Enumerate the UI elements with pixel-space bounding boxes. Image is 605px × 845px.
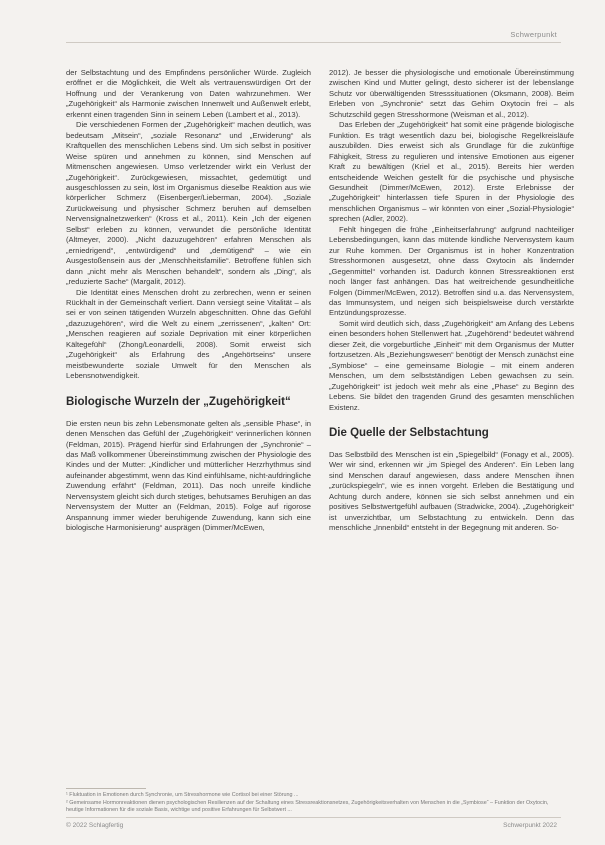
left-paragraph-3: Die Identität eines Menschen droht zu zerbrechen, wenn er seinen Rückhalt in der Gemeinschaft verliert. Dann versiegt seine Vitalität – als sei er von seinen tätigenden Wurzeln abgeschnitten. Ohne das Gefühl „dazuzugehören“, wird die Welt zu einem „zerrissenen“, „kalten“ Ort: „Menschen reagieren auf soziale Deprivation mit einer körperlichen Kältegefühl“ (Zhong/Leonardelli, 2008). Somit erweist sich „Zugehörigkeit“ als Erfahrung des „Angehörtseins“ unsere meistbewunderte soziale Umwelt für den Menschen als Lebensnotwendigkeit. [66,287,311,381]
left-paragraph-1: der Selbstachtung und des Empfindens persönlicher Würde. Zugleich eröffnet er die Möglichkeit, die Welt als vertrauenswürdigen Ort der Hoffnung und der Verankerung von Daten wahrzunehmen. Wer „Zugehörigkeit“ als Harmonie zwischen Innenwelt und Außenwelt erlebt, erkennt einen tragenden Sinn in seinem Leben (Lambert et al., 2013). [66,68,311,119]
right-paragraph-2: Das Erleben der „Zugehörigkeit“ hat somit eine prägende biologische Funktion. Es trägt wesentlich dazu bei, biologische Regelkreisläufe auszubilden. Dies erweist sich als Grundlage für die zukünftige Fähigkeit, Stress zu regulieren und intensive Emotionen aus eigener Kraft zu bewältigen (Kriel et al., 2015). Bereits hier werden entscheidende Weichen gestellt für die psychische und physische Gesundheit (Dimmer/McEwen, 2012). Erste Erlebnisse der „Zugehörigkeit“ hinterlassen tiefe Spuren in der Physiologie des menschlichen Organismus – wir könnten von einer „Sozial-Physiologie“ sprechen (Adler, 2002). [329,120,574,224]
left-paragraph-4: Die ersten neun bis zehn Lebensmonate gelten als „sensible Phase“, in denen Menschen das Gefühl der „Zugehörigkeit“ verinnerlichen können (Feldman, 2015). Prägend hierfür sind Erfahrungen der „Synchronie“ – das Maß vollkommener Übereinstimmung zwischen der Physiologie des Kindes und der Mutter: „Kindlicher und mütterlicher Herzrhythmus sind aufeinander abgestimmt, wenn das Kind einfühlsame, nicht-aufdringliche Zuwendung erfährt“ (Feldman, 2011). Das noch unreife kindliche Nervensystem gleicht sich durch stetiges, behutsames Beruhigen an das Nervensystem der Mutter an (Feldman, 2015). Folge auf rigorose Anspannung immer wieder beruhigende Zuwendung, kann sich eine biologische Harmonisierung“ ausprägen (Dimmer/McEwen, [66,418,311,533]
left-paragraph-2: Die verschiedenen Formen der „Zugehörigkeit“ machen deutlich, was bedeutsam „Mitsein“, „soziale Resonanz“ und „Erwiderung“ als Kraftquellen des menschlichen Lebens sind. Um sich selbst in positiver Weise spüren und annehmen zu können, sind Menschen auf Mitmenschen angewiesen. Umso verletzender wirkt ein Verlust der „Zugehörigkeit“. Zurückgewiesen, missachtet, gedemütigt und ausgeschlossen zu sein, löst im Organismus dieselbe Reaktion aus wie körperlicher Schmerz (Eisenberger/Lieberman, 2004). „Soziale Zurückweisung und physischer Schmerz beruhen auf demselben Nervensignalnetzwerken“ (Kross et al., 2011). Kein „Ich der eigenen Selbst“ erleben zu können, verwundet die persönliche Identität (Altmeyer, 2000). „Nicht dazuzugehören“ erfahren Menschen als „erniedrigend“, „entwürdigend“ und „demütigend“ – wie ein Ausgestoßensein aus der „Menschheitsfamilie“. Betroffene fühlen sich dann „nicht mehr als Menschen behandelt“, sondern als „Ding“, als „reduzierte Sache“ (Margalit, 2012). [66,120,311,287]
right-paragraph-1: 2012). Je besser die physiologische und emotionale Übereinstimmung zwischen Kind und Mutter gelingt, desto sicherer ist der lebenslange Schutz vor überwältigenden Stresssituationen (Oksmann, 2008). Beim Erleben von „Synchronie“ setzt das Gehirn Oxytocin frei – als Schutzschild gegen Stresshormone (Weisman et al., 2012). [329,68,574,119]
header-rule [66,42,561,43]
right-column [329,68,574,534]
right-paragraph-3: Fehlt hingegen die frühe „Einheitserfahrung“ aufgrund nachteiliger Lebensbedingungen, kann das mütende kindliche Nervensystem kaum zur Ruhe kommen. Der Organismus ist in hoher Konzentration Stresshormonen ausgesetzt, ohne dass Oxytocin als lindernder „Gegenmittel“ vorhanden ist. Dadurch können Stressreaktionen erst noch länger fast anhängen. Das hat weitreichende gesundheitliche Folgen (Dimmer/McEwen, 2012). Betroffen sind u.a. das Nervensystem, das Immunsystem, und neigen sich beispielsweise durch verstärkte Entzündungsprozesse. [329,224,574,318]
footnote-rule [66,788,146,789]
footer-right-text: Schwerpunkt 2022 [503,822,557,829]
footnotes [66,788,561,815]
left-column [66,68,311,534]
running-head: Schwerpunkt [510,30,557,39]
right-paragraph-4: Somit wird deutlich sich, dass „Zugehörigkeit“ am Anfang des Lebens einen besonders hohen Stellenwert hat. „Zugehörend“ bedeutet während dieser Zeit, die vorgeburtliche „Einheit“ mit dem Organismus der Mutter fortzusetzen. Als „Beziehungswesen“ benötigt der Mensch zunächst eine „Symbiose“ – eine gemeinsame Biologie – mit einem anderen Menschen, um dem selbstständigen Leben gewachsen zu sein. „Zugehörigkeit“ ist jedoch weit mehr als eine „Phase“ zu Beginn des Lebens. Sie bildet den tragenden Grund des gesamten menschlichen Existenz. [329,318,574,412]
footnote-1: ¹ Fluktuation in Emotionen durch Synchronie, um Stresshormone wie Cortisol bei einer Störung ... [66,792,299,798]
footnote-2: ² Gemeinsame Hormonreaktionen dienen psychologischen Resilienzen auf der Schaltung eines Stressreaktionsnetzes, Zugehörigkeitsverhalten von Menschen in die „Symbiose“ – Funktion der Oxytocin, heutige Informationen für die soziale Basis, wichtige und positive Erfahrungen für Selbstwert ... [66,800,549,813]
footer-rule [66,817,561,818]
right-paragraph-5: Das Selbstbild des Menschen ist ein „Spiegelbild“ (Fonagy et al., 2005). Wer wir sind, erkennen wir „im Spiegel des Anderen“. Ein Leben lang sind Menschen darauf angewiesen, dass andere Menschen ihnen „zurückspiegeln“, wie es innen vorgeht. Erleben die Bestätigung und Achtung durch andere, können sie sich selbst annehmen und ein positives Selbstwertgefühl aufbauen (Stradwicke, 2004). „Zugehörigkeit“ ist unverzichtbar, um Selbstachtung zu entwickeln. Denn das menschliche „Innenbild“ entsteht in der Begegnung mit anderen. So- [329,449,574,533]
section-heading-quelle-selbstachtung: Die Quelle der Selbstachtung [329,426,489,439]
section-heading-biologische-wurzeln: Biologische Wurzeln der „Zugehörigkeit“ [66,395,291,408]
footer-left-text: © 2022 Schlagfertig [66,822,124,829]
